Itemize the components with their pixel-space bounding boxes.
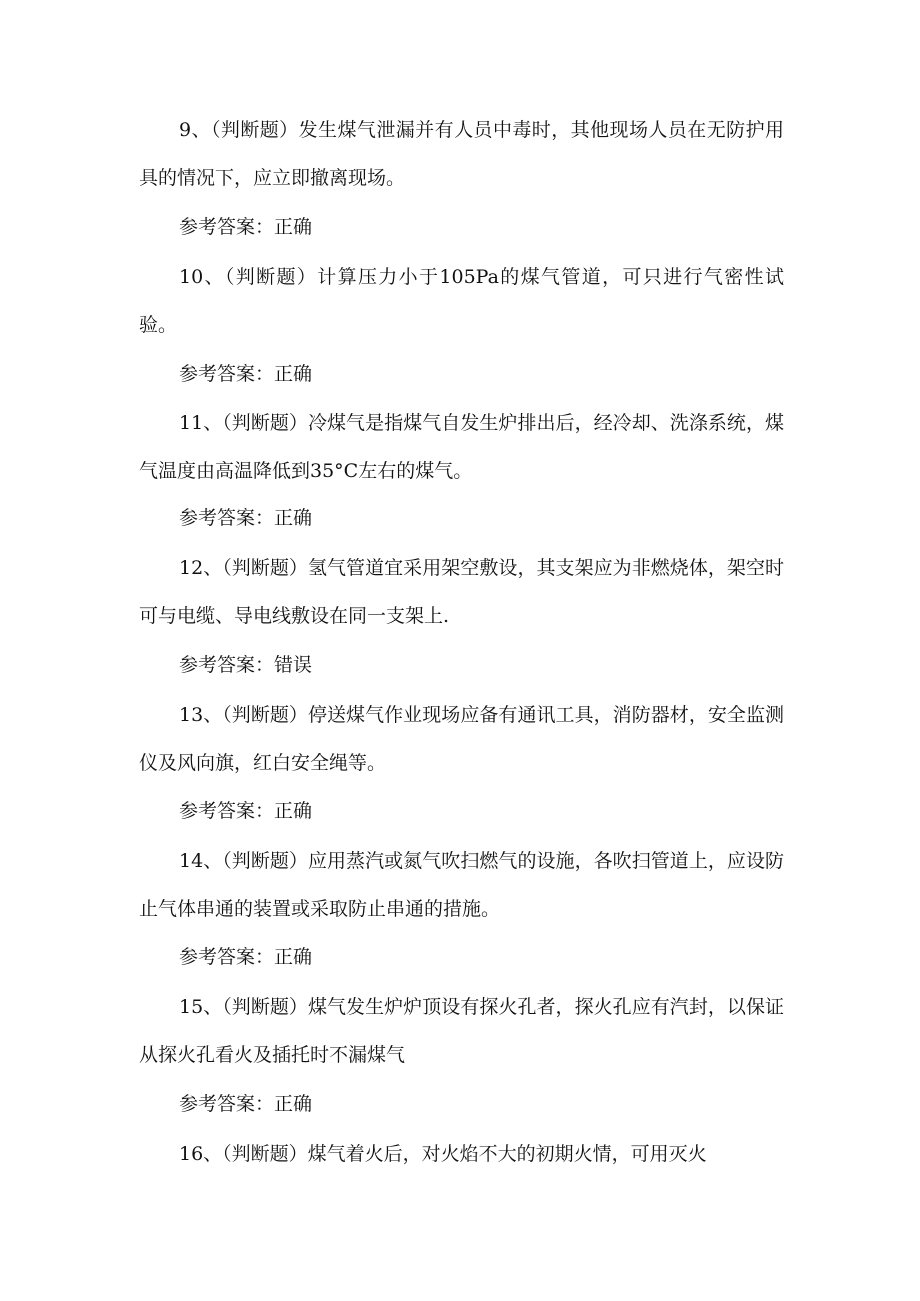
question-16: 16、（判断题）煤气着火后，对火焰不大的初期火情，可用灭火 xyxy=(179,1143,707,1165)
answer-10: 参考答案：正确 xyxy=(179,363,313,385)
answer-11: 参考答案：正确 xyxy=(179,507,313,529)
question-14: 14、（判断题）应用蒸汽或氮气吹扫燃气的设施，各吹扫管道上，应设防止气体串通的装置或采取防止串通的措施。 xyxy=(139,850,784,920)
question-9: 9、（判断题）发生煤气泄漏并有人员中毒时，其他现场人员在无防护用具的情况下，应立即撤离现场。 xyxy=(139,119,784,189)
answer-13: 参考答案：正确 xyxy=(179,800,313,822)
question-10: 10、（判断题）计算压力小于105Pa的煤气管道，可只进行气密性试验。 xyxy=(139,266,784,336)
answer-14: 参考答案：正确 xyxy=(179,946,313,968)
question-15: 15、（判断题）煤气发生炉炉顶设有探火孔者，探火孔应有汽封，以保证从探火孔看火及插托时不漏煤气 xyxy=(139,996,784,1066)
question-11: 11、（判断题）冷煤气是指煤气自发生炉排出后，经冷却、洗涤系统，煤气温度由高温降低到35°C左右的煤气。 xyxy=(139,412,784,482)
answer-9: 参考答案：正确 xyxy=(179,216,313,238)
question-12: 12、（判断题）氢气管道宜采用架空敷设，其支架应为非燃烧体，架空时可与电缆、导电线敷设在同一支架上. xyxy=(139,557,784,627)
answer-15: 参考答案：正确 xyxy=(179,1093,313,1115)
answer-12: 参考答案：错误 xyxy=(179,654,313,676)
question-13: 13、（判断题）停送煤气作业现场应备有通讯工具，消防器材，安全监测仪及风向旗，红白安全绳等。 xyxy=(139,704,784,774)
